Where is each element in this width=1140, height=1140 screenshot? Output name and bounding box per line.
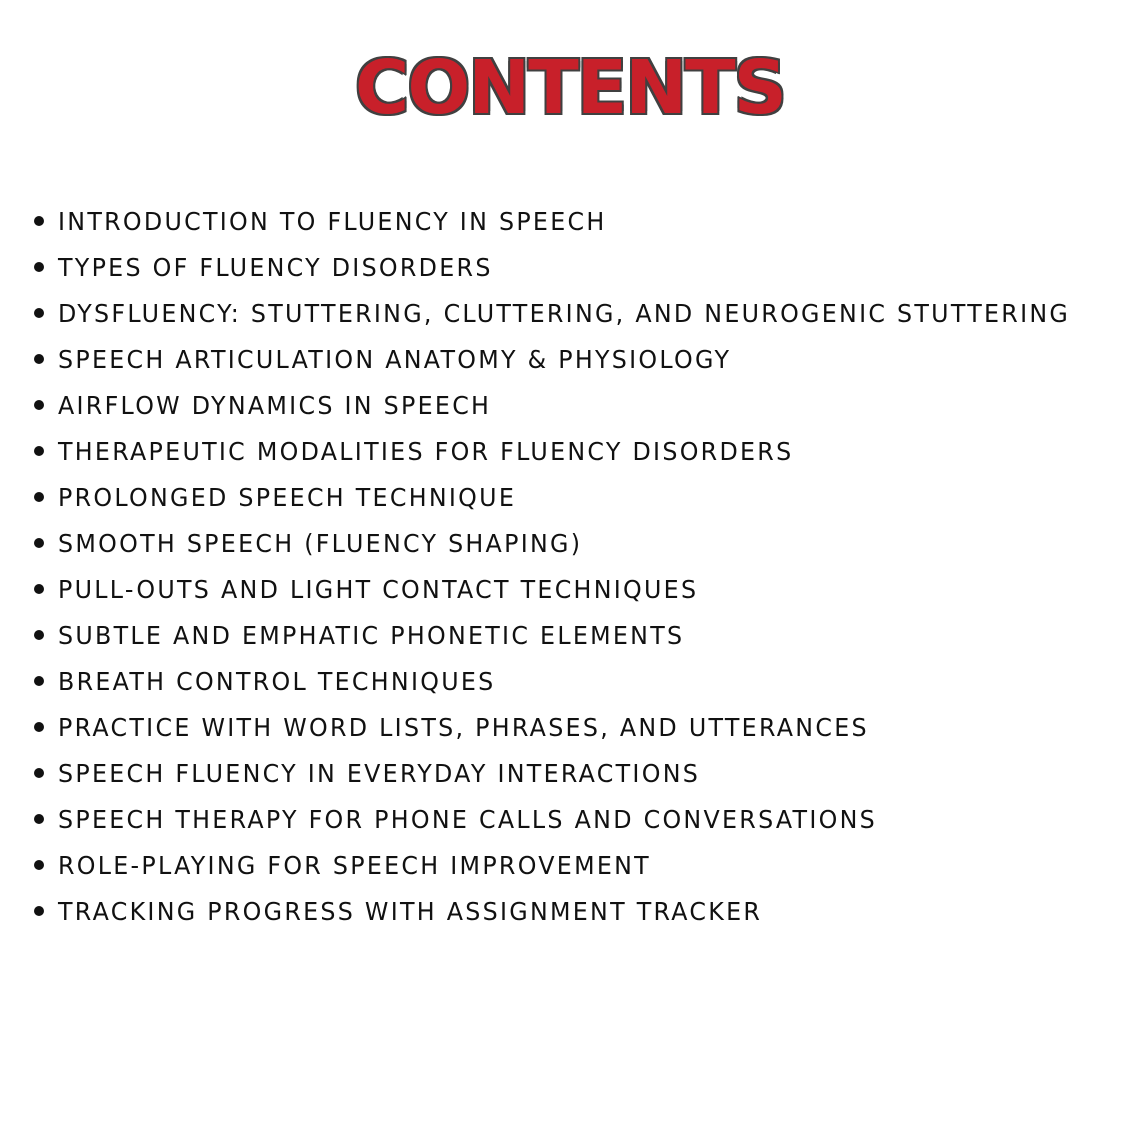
list-item [30,750,1130,796]
list-item-text: THERAPEUTIC MODALITIES FOR FLUENCY DISORDERS [58,436,794,466]
bullet-icon [34,676,44,686]
list-item [30,566,1130,612]
bullet-icon [34,722,44,732]
list-item [30,290,1130,336]
list-item-text: PULL-OUTS AND LIGHT CONTACT TECHNIQUES [58,574,699,604]
list-item [30,842,1130,888]
list-item-text: SPEECH THERAPY FOR PHONE CALLS AND CONVERSATIONS [58,804,878,834]
list-item-text: PRACTICE WITH WORD LISTS, PHRASES, AND UTTERANCES [58,712,869,742]
list-item-text: DYSFLUENCY: STUTTERING, CLUTTERING, AND NEUROGENIC STUTTERING [58,298,1071,328]
list-item [30,796,1130,842]
list-item-text: ROLE-PLAYING FOR SPEECH IMPROVEMENT [58,850,651,880]
bullet-icon [34,860,44,870]
list-item [30,658,1130,704]
bullet-icon [34,216,44,226]
bullet-icon [34,354,44,364]
bullet-icon [34,814,44,824]
bullet-icon [34,630,44,640]
list-item [30,336,1130,382]
list-item-text: PROLONGED SPEECH TECHNIQUE [58,482,517,512]
bullet-icon [34,308,44,318]
bullet-icon [34,492,44,502]
bullet-icon [34,400,44,410]
list-item-text: TRACKING PROGRESS WITH ASSIGNMENT TRACKER [58,896,763,926]
bullet-icon [34,768,44,778]
list-item-text: INTRODUCTION TO FLUENCY IN SPEECH [58,206,607,236]
list-item [30,382,1130,428]
list-item-text: SPEECH ARTICULATION ANATOMY & PHYSIOLOGY [58,344,732,374]
list-item [30,704,1130,750]
list-item-text: AIRFLOW DYNAMICS IN SPEECH [58,390,492,420]
list-item [30,474,1130,520]
contents-list [30,198,1130,934]
list-item [30,198,1130,244]
list-item [30,244,1130,290]
list-item [30,520,1130,566]
bullet-icon [34,446,44,456]
list-item [30,612,1130,658]
bullet-icon [34,262,44,272]
bullet-icon [34,538,44,548]
list-item-text: SMOOTH SPEECH (FLUENCY SHAPING) [58,528,583,558]
list-item-text: TYPES OF FLUENCY DISORDERS [58,252,493,282]
bullet-icon [34,584,44,594]
list-item-text: BREATH CONTROL TECHNIQUES [58,666,496,696]
page-title: CONTENTS [355,45,785,131]
list-item [30,888,1130,934]
list-item [30,428,1130,474]
list-item-text: SUBTLE AND EMPHATIC PHONETIC ELEMENTS [58,620,685,650]
list-item-text: SPEECH FLUENCY IN EVERYDAY INTERACTIONS [58,758,701,788]
bullet-icon [34,906,44,916]
